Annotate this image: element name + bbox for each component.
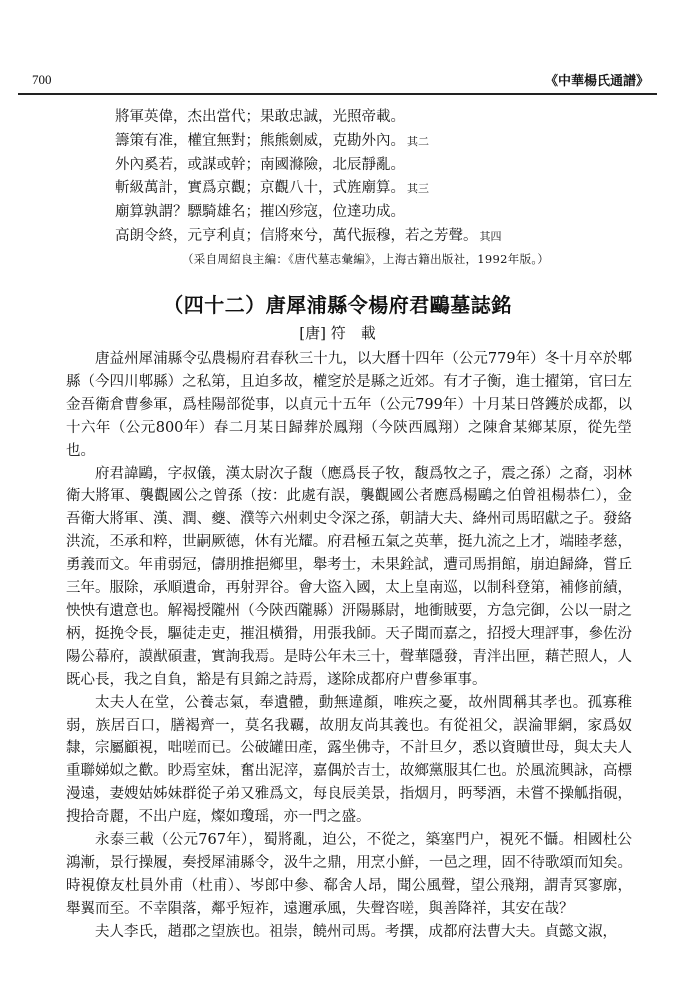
verse-line: 外內奚若，或謀或幹；南國滌險，北辰靜亂。: [115, 156, 405, 173]
body-paragraph: 府君諱鷗，字叔儀，漢太尉次子馥（應爲長子牧，馥爲牧之子，震之孫）之裔，羽林衛大將軍、襲觀國公之曾孫（按：此處有誤，襲觀國公者應爲楊鷗之伯曾祖楊恭仁），金吾衛大將軍、漢、潤、夔、濮等六州刺史令深之孫，朝請大夫、絳州司馬昭獻之子。發絡洪流，丕承和粹，世嗣厥德，休有光耀。府君極五氣之英華，挺九流之上才，端睦孝慈，勇義而文。年甫弱冠，儔朋推挹鄉里，舉考士，未果銓試，遭司馬捐館，崩迫歸絳，嘗丘三年。服除，承順遺命，再射羿谷。會大盜入國，太上皇南巡，以制科登第，補修前績，怏怏有遺意也。解褐授隴州（今陝西隴縣）汧陽縣尉，地衝賊要，方急完御，公以一尉之柄，挺挽令長，驅徒走吏，摧沮橫猾，用張我師。天子聞而嘉之，招授大理評事，參佐汾陽公幕府，謨猷碩畫，實詢我焉。是時公年未三十，聲華隱發，青泮出匣，藉芒照人，人既心長，我之自負，豁是有貝錦之詩焉，遂除成都府户曹參軍事。: [66, 465, 632, 688]
author-line: [唐] 符 載: [299, 324, 376, 342]
verse-line: 高朗令終，元亨利貞；信將來兮，萬代振穆，若之芳聲。 其四: [115, 227, 502, 244]
running-title: 《中華楊氏通譜》: [544, 74, 649, 89]
header-rule: [18, 93, 657, 95]
verse-line: 將軍英偉，杰出當代；果敢忠誠，光照帝載。: [115, 109, 405, 125]
source-note: （采自周紹良主編：《唐代墓志彙編》，上海古籍出版社，1992年版。）: [182, 252, 550, 266]
epitaph-body: [66, 348, 632, 944]
body-paragraph: 唐益州犀浦縣令弘農楊府君春秋三十九，以大曆十四年（公元779年）冬十月卒於郫縣（今四川郫縣）之私第，且迫多故，權窆於是縣之近郊。有才子衡，進士擢第，官曰左金吾衛倉曹參軍，爲桂陽部從事，以貞元十五年（公元799年）十月某日啓鑊於成都，以十六年（公元800年）春二月某日歸葬於鳳翔（今陝西鳳翔）之陳倉某鄉某原，從先塋也。: [66, 351, 632, 459]
body-paragraph: 永泰三載（公元767年），蜀將亂，迫公，不從之，築塞門户，視死不懾。相國杜公鴻漸，景行操履，奏授犀浦縣令，汲牛之鼎，用烹小鮮，一邑之理，固不待歌頌而知矣。時視僚友杜員外甫（杜甫）、岑郎中參、郗舍人昂，聞公風聲，望公飛翔，謂青冥寥廓，舉翼而至。不幸隕落，鄰乎短祚，遠邇承風，失聲咨嗟，與善降祥，其安在哉？: [66, 832, 632, 917]
eulogy-verse: [115, 106, 655, 249]
epitaph-title: （四十二）唐犀浦縣令楊府君鷗墓誌銘: [163, 293, 512, 317]
page-number: 700: [32, 72, 52, 87]
page-header: [18, 70, 657, 90]
verse-line: 籌策有准，權宜無對；熊熊劍威，克勘外內。 其二: [115, 132, 429, 149]
verse-line: 廟算孰謂？驃騎雄名；摧凶殄寇，位達功成。: [115, 204, 405, 221]
verse-line: 斬級萬計，實爲京觀；京觀八十，式旌廟算。 其三: [115, 180, 429, 197]
body-paragraph: 太夫人在堂，公養志氣，奉遺體，動無違顏，唯疾之憂，故州閭稱其孝也。孤寡稚弱，族居百口，膳褐齊一，莫名我覊，故朋友尚其義也。有從祖父，誤淪罪網，家爲奴隸，宗屬顧視，咄嗟而已。公破罐田產，露坐佛寺，不計旦夕，悉以資贖世母，與太夫人重聯娣姒之歡。眇焉室妹，奮出泥滓，嘉偶於吉士，故鄉黨服其仁也。於風流興詠，高標漫遠，妻嫂姑姊妹群從子弟又雅爲文，每良辰美景，指烟月，眄琴酒，未嘗不操觚指硯，搜拾奇麗，不出户庭，燦如瓊瑶，亦一門之盛。: [66, 694, 632, 826]
body-paragraph: 夫人李氏，趙郡之望族也。祖崇，饒州司馬。考撰，成都府法曹大夫。貞懿文淑，: [95, 923, 617, 940]
